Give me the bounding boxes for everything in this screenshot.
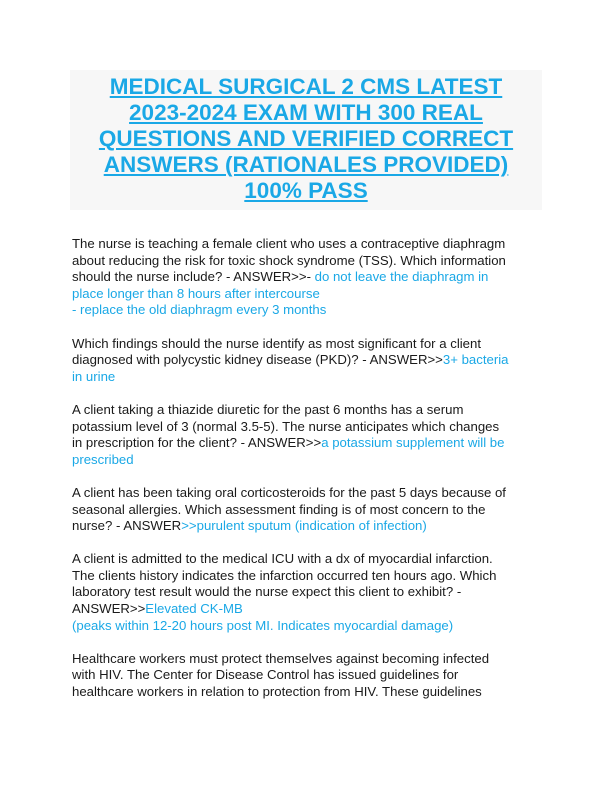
- qa-line: [72, 551, 546, 568]
- question-text: diagnosed with polycystic kidney disease (PKD)? - ANSWER>>: [72, 352, 443, 368]
- question-text: should the nurse include? - ANSWER>>-: [72, 269, 315, 285]
- question-text: A client has been taking oral corticosteroids for the past 5 days because of: [72, 484, 506, 500]
- qa-item: [72, 485, 546, 535]
- question-text: potassium level of 3 (normal 3.5-5). The nurse anticipates which changes: [72, 418, 500, 434]
- qa-line: [72, 651, 546, 668]
- qa-line: [72, 684, 546, 701]
- title-line: QUESTIONS AND VERIFIED CORRECT: [98, 126, 514, 151]
- qa-line: [72, 369, 546, 386]
- document-title: [70, 70, 542, 204]
- qa-line: [72, 253, 546, 270]
- title-line: MEDICAL SURGICAL 2 CMS LATEST: [109, 74, 503, 99]
- qa-item: [72, 236, 546, 319]
- question-text: healthcare workers in relation to protection from HIV. These guidelines: [72, 684, 482, 700]
- question-text: The clients history indicates the infarction occurred ten hours ago. Which: [72, 567, 497, 583]
- qa-line: [72, 419, 546, 436]
- question-text: nurse? - ANSWER: [72, 518, 182, 534]
- qa-line: [72, 236, 546, 253]
- document-body: [72, 236, 546, 717]
- question-text: in prescription for the client? - ANSWER>>: [72, 435, 322, 451]
- qa-line: [72, 452, 546, 469]
- question-text: with HIV. The Center for Disease Control has issued guidelines for: [72, 667, 459, 683]
- question-text: A client taking a thiazide diuretic for the past 6 months has a serum: [72, 401, 464, 417]
- qa-line: [72, 667, 546, 684]
- qa-line: [72, 269, 546, 286]
- qa-line: [72, 435, 546, 452]
- qa-line: [72, 402, 546, 419]
- title-line: 100% PASS: [244, 178, 368, 203]
- qa-line: [72, 584, 546, 601]
- question-text: Healthcare workers must protect themselves against becoming infected: [72, 650, 490, 666]
- qa-line: [72, 618, 546, 635]
- question-text: seasonal allergies. Which assessment finding is of most concern to the: [72, 501, 486, 517]
- answer-text: do not leave the diaphragm in: [314, 269, 489, 285]
- title-block: [70, 70, 542, 210]
- qa-line: [72, 518, 546, 535]
- title-line: 2023-2024 EXAM WITH 300 REAL: [129, 100, 483, 125]
- answer-text: a potassium supplement will be: [321, 435, 505, 451]
- qa-item: [72, 336, 546, 386]
- qa-line: [72, 485, 546, 502]
- question-text: A client is admitted to the medical ICU with a dx of myocardial infarction.: [72, 551, 493, 567]
- question-text: laboratory test result would the nurse expect this client to exhibit? -: [72, 584, 462, 600]
- answer-text: - replace the old diaphragm every 3 months: [72, 302, 327, 318]
- qa-line: [72, 568, 546, 585]
- qa-line: [72, 302, 546, 319]
- answer-text: >>purulent sputum (indication of infection): [181, 518, 427, 534]
- question-text: about reducing the risk for toxic shock syndrome (TSS). Which information: [72, 252, 506, 268]
- answer-text: in urine: [72, 368, 116, 384]
- qa-line: [72, 336, 546, 353]
- question-text: The nurse is teaching a female client who uses a contraceptive diaphragm: [72, 236, 506, 251]
- answer-text: (peaks within 12-20 hours post MI. Indicates myocardial damage): [72, 617, 454, 633]
- answer-text: 3+ bacteria: [442, 352, 509, 368]
- qa-item: [72, 651, 546, 701]
- qa-line: [72, 286, 546, 303]
- question-text: Which findings should the nurse identify as most significant for a client: [72, 335, 482, 351]
- answer-text: place longer than 8 hours after intercourse: [72, 285, 320, 301]
- answer-text: Elevated CK-MB: [145, 601, 243, 617]
- qa-item: [72, 402, 546, 468]
- qa-line: [72, 352, 546, 369]
- title-line: ANSWERS (RATIONALES PROVIDED): [103, 152, 509, 177]
- qa-line: [72, 601, 546, 618]
- qa-item: [72, 551, 546, 634]
- question-text: ANSWER>>: [72, 601, 146, 617]
- answer-text: prescribed: [72, 451, 134, 467]
- qa-line: [72, 502, 546, 519]
